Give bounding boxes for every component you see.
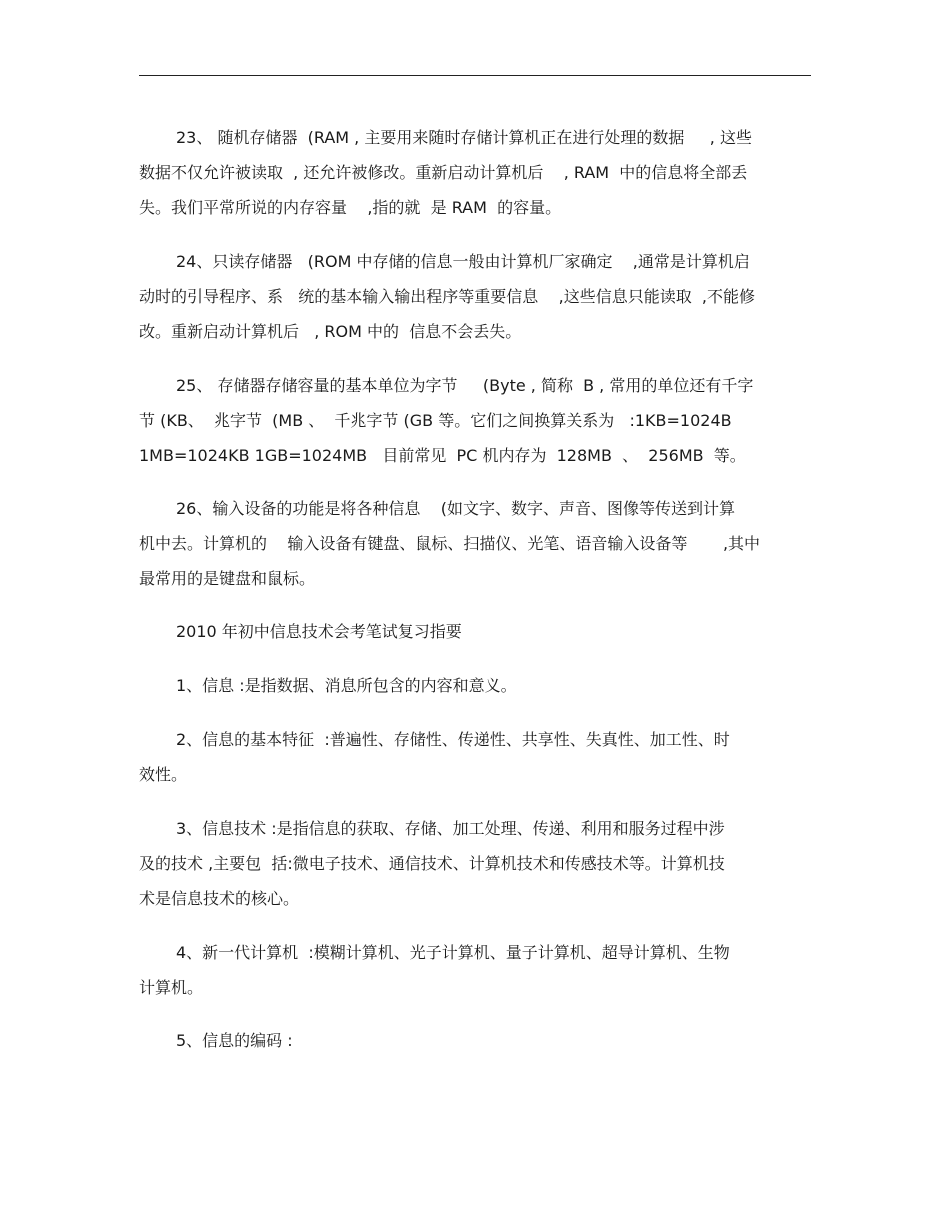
text-line: 数据不仅允许被读取 , 还允许被修改。重新启动计算机后 , RAM 中的信息将全部丢 [139, 163, 748, 182]
text-line: 3、信息技术 :是指信息的获取、存储、加工处理、传递、利用和服务过程中涉 [176, 819, 725, 838]
text-line: 5、信息的编码 : [176, 1031, 293, 1050]
text-line: 失。我们平常所说的内存容量 ,指的就 是 RAM 的容量。 [139, 198, 562, 217]
text-line: 机中去。计算机的 输入设备有键盘、鼠标、扫描仪、光笔、语音输入设备等 ,其中 [139, 534, 761, 553]
text-line: 1、信息 :是指数据、消息所包含的内容和意义。 [176, 676, 517, 695]
paragraph-24 [139, 244, 811, 349]
text-line: 最常用的是键盘和鼠标。 [139, 569, 316, 588]
section-heading [139, 614, 811, 649]
text-line: 1MB=1024KB 1GB=1024MB 目前常见 PC 机内存为 128MB 、 256MB 等。 [139, 446, 746, 465]
item-5 [139, 1023, 811, 1058]
item-3 [139, 811, 811, 916]
header-rule [139, 75, 811, 76]
paragraph-26 [139, 491, 811, 596]
text-line: 2、信息的基本特征 :普遍性、存储性、传递性、共享性、失真性、加工性、时 [176, 730, 730, 749]
heading-text: 2010 年初中信息技术会考笔试复习指要 [176, 622, 462, 641]
text-line: 动时的引导程序、系 统的基本输入输出程序等重要信息 ,这些信息只能读取 ,不能修 [139, 287, 755, 306]
text-line: 效性。 [139, 765, 188, 784]
text-line: 计算机。 [139, 978, 204, 997]
text-line: 24、只读存储器 (ROM 中存储的信息一般由计算机厂家确定 ,通常是计算机启 [176, 252, 750, 271]
text-line: 及的技术 ,主要包 括:微电子技术、通信技术、计算机技术和传感技术等。计算机技 [139, 854, 725, 873]
item-1 [139, 668, 811, 703]
text-line: 术是信息技术的核心。 [139, 889, 300, 908]
text-line: 26、输入设备的功能是将各种信息 (如文字、数字、声音、图像等传送到计算 [176, 499, 735, 518]
text-line: 改。重新启动计算机后 , ROM 中的 信息不会丢失。 [139, 322, 522, 341]
paragraph-25 [139, 368, 811, 473]
item-4 [139, 935, 811, 1005]
text-line: 4、新一代计算机 :模糊计算机、光子计算机、量子计算机、超导计算机、生物 [176, 943, 730, 962]
paragraph-23 [139, 120, 811, 225]
text-line: 节 (KB、 兆字节 (MB 、 千兆字节 (GB 等。它们之间换算关系为 :1KB=1024B [139, 411, 732, 430]
text-line: 25、 存储器存储容量的基本单位为字节 (Byte , 简称 B , 常用的单位还有千字 [176, 376, 754, 395]
item-2 [139, 722, 811, 792]
text-line: 23、 随机存储器 (RAM , 主要用来随时存储计算机正在进行处理的数据 , 这些 [176, 128, 752, 147]
